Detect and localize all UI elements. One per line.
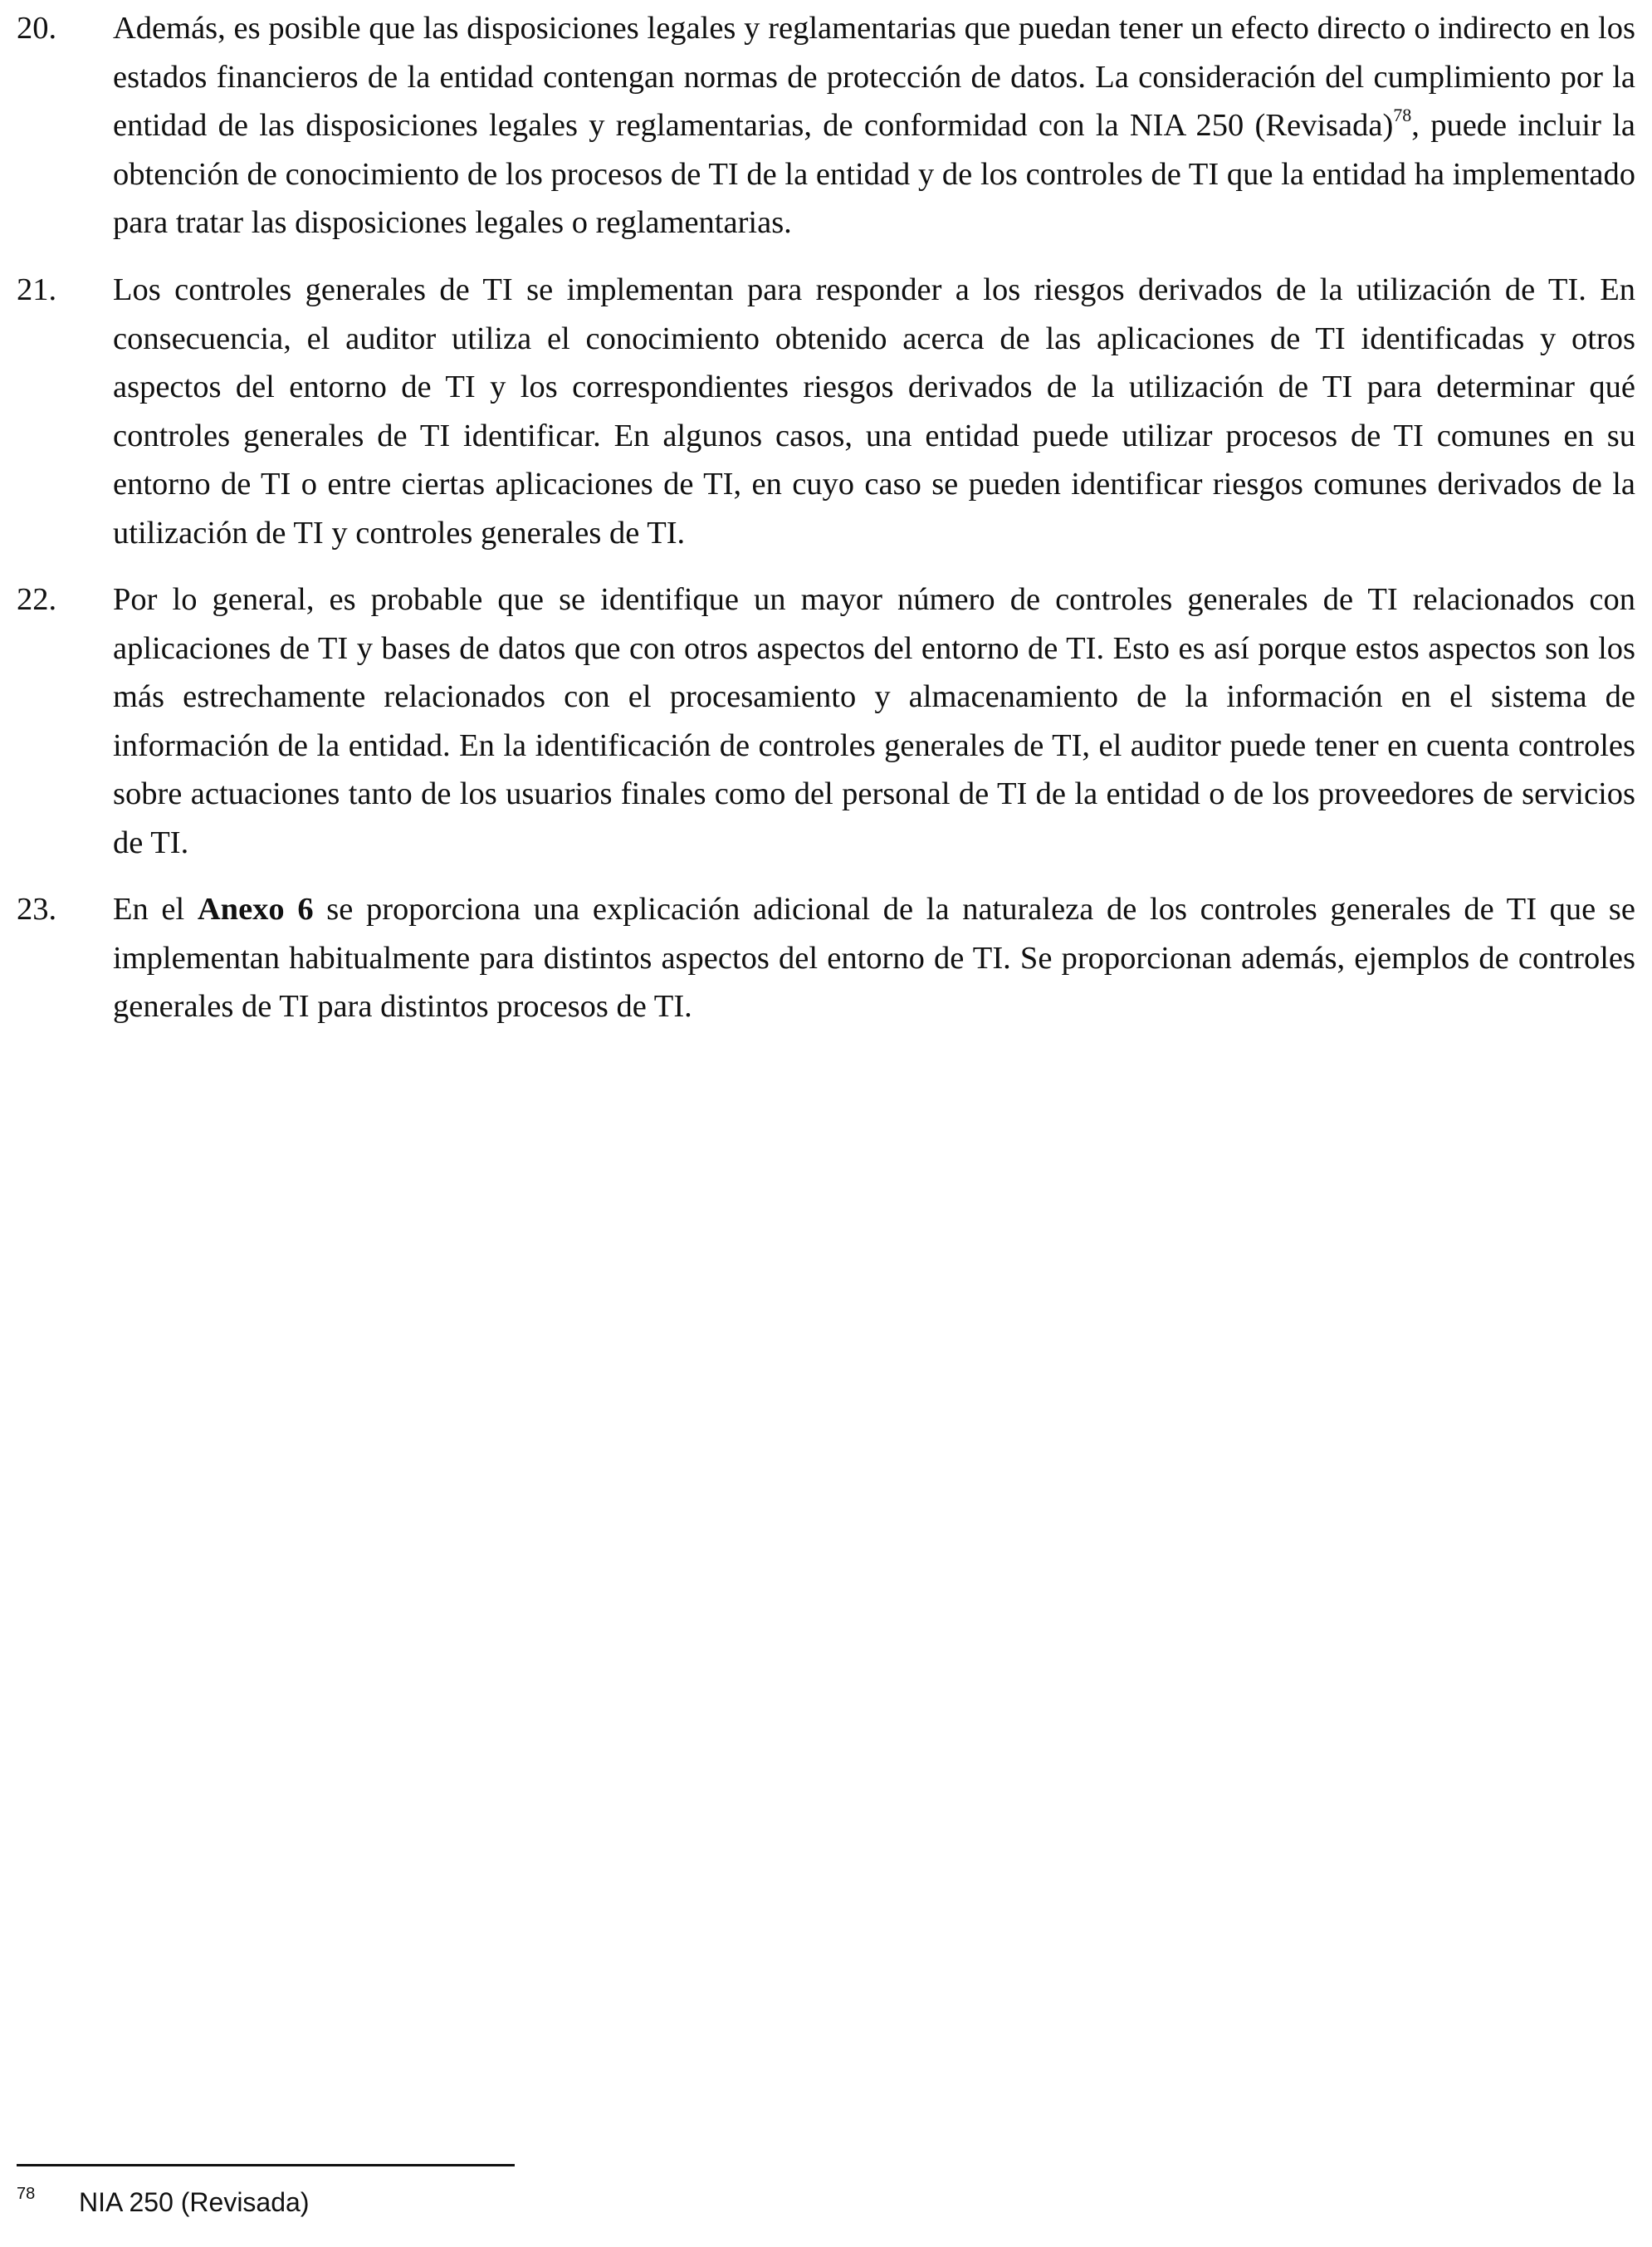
paragraph-21 <box>17 266 1635 558</box>
footnote-mark: 78 <box>17 2185 36 2203</box>
paragraph-text-part: En el <box>113 892 198 927</box>
paragraph-number: 22. <box>17 582 57 617</box>
paragraph-text <box>113 885 1635 1031</box>
paragraph-text-part: , puede incluir la obtención de conocimiento de los procesos de TI de la entidad y de los controles de TI que la entidad ha implementado para tratar las disposiciones legales o reglamentarias. <box>113 108 1635 241</box>
paragraph-number: 20. <box>17 11 57 46</box>
paragraph-number: 23. <box>17 892 57 927</box>
paragraph-20 <box>17 4 1635 247</box>
footnote-separator <box>17 2164 515 2166</box>
footnote-reference[interactable]: 78 <box>1393 105 1412 126</box>
footnote-78 <box>17 2186 309 2219</box>
paragraph-number: 21. <box>17 272 57 307</box>
paragraph-22 <box>17 575 1635 868</box>
paragraph-text-part: se proporciona una explicación adicional de la naturaleza de los controles generales de TI que se implementan habitualmente para distintos aspectos del entorno de TI. Se proporcionan además, ejemplos de controles generales de TI para distintos procesos de TI. <box>113 892 1635 1025</box>
paragraph-text <box>113 4 1635 247</box>
paragraph-text: Por lo general, es probable que se identifique un mayor número de controles generales de TI relacionados con aplicaciones de TI y bases de datos que con otros aspectos del entorno de TI. Esto es así porque estos aspectos son los más estrechamente relacionados con el procesamiento y almacenamiento de la información en el sistema de información de la entidad. En la identificación de controles generales de TI, el auditor puede tener en cuenta controles sobre actuaciones tanto de los usuarios finales como del personal de TI de la entidad o de los proveedores de servicios de TI. <box>113 582 1635 860</box>
paragraph-23 <box>17 885 1635 1031</box>
footnote-text: NIA 250 (Revisada) <box>79 2187 310 2217</box>
annex-reference: Anexo 6 <box>197 892 314 927</box>
paragraph-text-part: Además, es posible que las disposiciones legales y reglamentarias que puedan tener un efecto directo o indirecto en los estados financieros de la entidad contengan normas de protección de datos. La consideración del cumplimiento por la entidad de las disposiciones legales y reglamentarias, de conformidad con la NIA 250 (Revisada) <box>113 11 1635 144</box>
paragraph-text: Los controles generales de TI se implementan para responder a los riesgos derivados de la utilización de TI. En consecuencia, el auditor utiliza el conocimiento obtenido acerca de las aplicaciones de TI identificadas y otros aspectos del entorno de TI y los correspondientes riesgos derivados de la utilización de TI para determinar qué controles generales de TI identificar. En algunos casos, una entidad puede utilizar procesos de TI comunes en su entorno de TI o entre ciertas aplicaciones de TI, en cuyo caso se pueden identificar riesgos comunes derivados de la utilización de TI y controles generales de TI. <box>113 272 1635 551</box>
